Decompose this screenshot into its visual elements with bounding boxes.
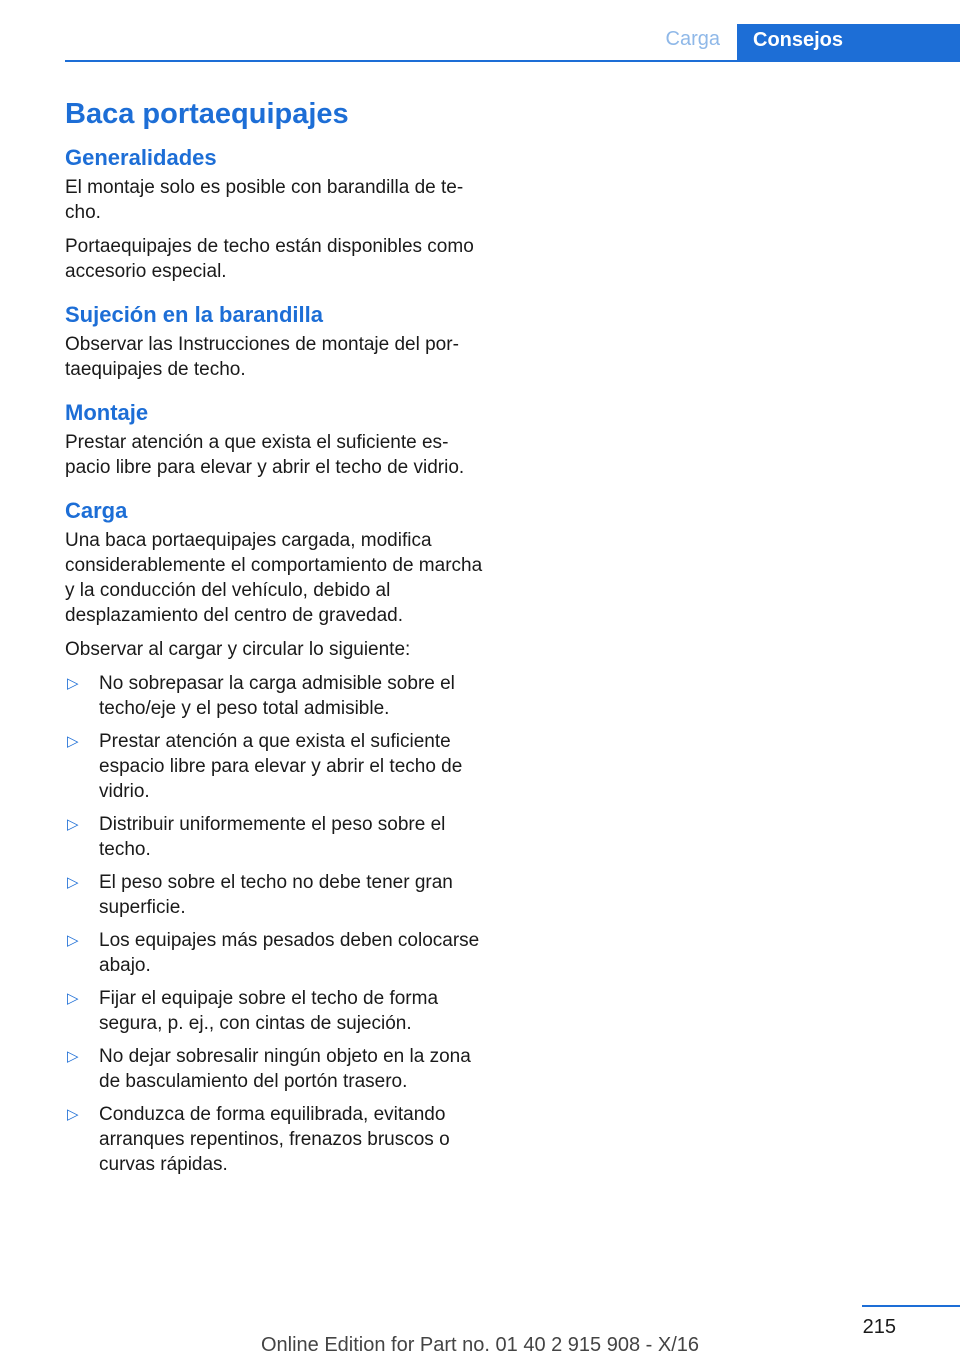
section-sujecion [65,302,485,382]
list-item-text: Prestar atención a que exista el suficiente espacio libre para elevar y abrir el techo de vidrio. [99,731,463,802]
list-item [65,1044,485,1094]
bullet-list [65,671,485,1177]
list-item [65,870,485,920]
section-generalidades [65,145,485,284]
list-item-text: No sobrepasar la carga admisible sobre el techo/eje y el peso total admisible. [99,673,455,719]
list-item [65,986,485,1036]
triangle-bullet-icon: ▷ [67,1048,79,1065]
header-rule [65,60,960,62]
list-item-text: El peso sobre el techo no debe tener gran superficie. [99,872,453,918]
section-montaje [65,400,485,480]
header-chapter-tab: Consejos [737,24,960,62]
triangle-bullet-icon: ▷ [67,932,79,949]
paragraph: El montaje solo es posible con barandilla de techo. [65,177,464,223]
section-heading: Montaje [65,400,149,425]
list-item-text: Distribuir uniformemente el peso sobre el techo. [99,814,446,860]
main-content [65,98,485,1195]
header-section-label: Carga [665,28,720,50]
section-heading: Sujeción en la barandilla [65,302,323,327]
paragraph: Portaequipajes de techo están disponibles como accesorio especial. [65,236,474,282]
section-heading: Carga [65,498,128,523]
triangle-bullet-icon: ▷ [67,1106,79,1123]
page-title: Baca portaequipajes [65,98,349,130]
list-item-text: Los equipajes más pesados deben colocarse abajo. [99,930,480,976]
footer-edition [0,1334,960,1357]
paragraph: Una baca portaequipajes cargada, modifica considerablemente el comportamiento de marcha y la conducción del vehículo, debido al desplazamiento del centro de gravedad. [65,530,483,626]
list-item [65,812,485,862]
triangle-bullet-icon: ▷ [67,816,79,833]
list-item-text: Fijar el equipaje sobre el techo de forma segura, p. ej., con cintas de sujeción. [99,988,439,1034]
list-item [65,928,485,978]
list-item [65,729,485,804]
paragraph: Observar al cargar y circular lo siguiente: [65,639,411,660]
triangle-bullet-icon: ▷ [67,990,79,1007]
footer-edition-text: Online Edition for Part no. 01 40 2 915 908 - X/16 [260,1334,700,1356]
page-number: 215 [862,1316,896,1338]
section-carga [65,498,485,1177]
triangle-bullet-icon: ▷ [67,874,79,891]
list-item-text: Conduzca de forma equilibrada, evitando arranques repentinos, frenazos bruscos o curvas rápidas. [99,1104,450,1175]
list-item [65,1102,485,1177]
triangle-bullet-icon: ▷ [67,675,79,692]
paragraph: Observar las Instrucciones de montaje del portaequipajes de techo. [65,334,459,380]
list-item-text: No dejar sobresalir ningún objeto en la zona de basculamiento del portón trasero. [99,1046,471,1092]
page-number-rule [862,1305,960,1307]
list-item [65,671,485,721]
section-heading: Generalidades [65,145,217,170]
paragraph: Prestar atención a que exista el suficiente espacio libre para elevar y abrir el techo de vidrio. [65,432,465,478]
triangle-bullet-icon: ▷ [67,733,79,750]
